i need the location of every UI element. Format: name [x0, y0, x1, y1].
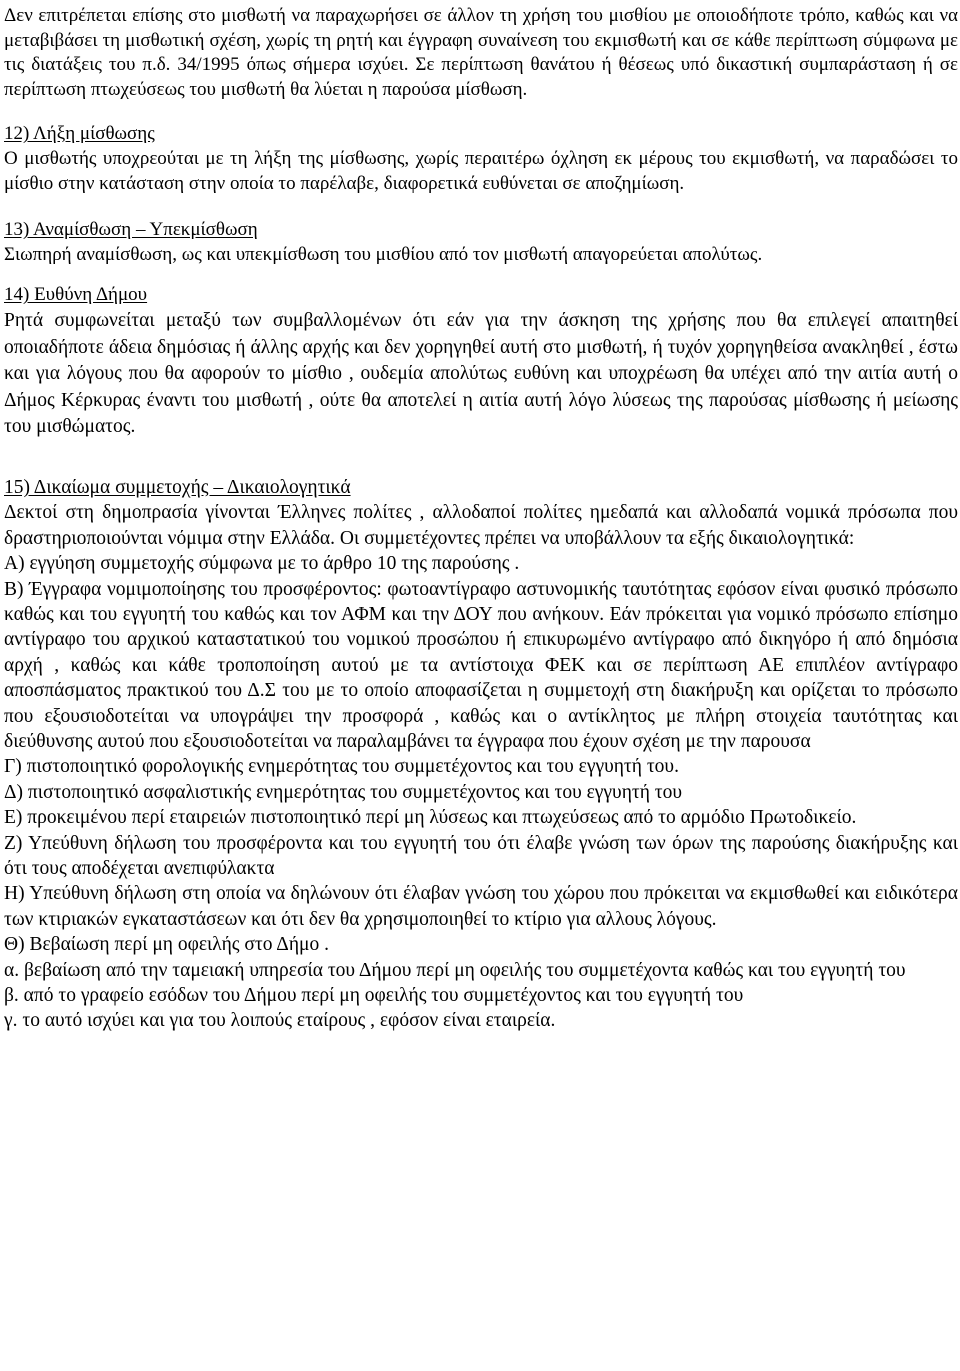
section-12-text: Ο μισθωτής υποχρεούται με τη λήξη της μίσθωσης, χωρίς περαιτέρω όχληση εκ μέρους του εκμισθωτή, να παραδώσει το μίσθιο στην κατάσταση στην οποία το παρέλαβε, διαφορετικά ευθύνεται σε αποζημίωση.	[4, 147, 958, 194]
section-15-item-th-b: β. από το γραφείο εσόδων του Δήμου περί μη οφειλής του συμμετέχοντος και του εγγυητή του	[4, 985, 744, 1007]
section-15-item-d: Δ) πιστοποιητικό ασφαλιστικής ενημερότητας του συμμετέχοντος και του εγγυητή του	[4, 781, 683, 803]
section-12-heading: 12) Λήξη μίσθωσης	[4, 123, 155, 145]
section-15-intro: Δεκτοί στη δημοπρασία γίνονται Έλληνες πολίτες , αλλοδαποί πολίτες ημεδαπά και αλλοδαπά νομικά πρόσωπα που δραστηριοποιούνται νόμιμα στην Ελλάδα. Οι συμμετέχοντες πρέπει να υποβάλλουν τα εξής δικαιολογητικά:	[4, 502, 958, 549]
section-13-text: Σιωπηρή αναμίσθωση, ως και υπεκμίσθωση του μισθίου από τον μισθωτή απαγορεύεται απολύτως.	[4, 243, 763, 265]
section-15-item-th-c: γ. το αυτό ισχύει και για του λοιπούς εταίρους , εφόσον είναι εταιρεία.	[4, 1010, 556, 1032]
section-15-item-z: Ζ) Υπεύθυνη δήλωση του προσφέροντα και του εγγυητή του ότι έλαβε γνώση των όρων της παρούσης διακήρυξης και ότι τους αποδέχεται ανεπιφύλακτα	[4, 832, 958, 879]
section-15-item-h: Η) Υπεύθυνη δήλωση στη οποία να δηλώνουν ότι έλαβαν γνώση του χώρου που πρόκειται να εκμισθωθεί και ειδικότερα των κτιριακών εγκαταστάσεων και ότι δεν θα χρησιμοποιηθεί το κτίριο για αλλους λόγους.	[4, 883, 958, 930]
section-14-text: Ρητά συμφωνείται μεταξύ των συμβαλλομένων ότι εάν για την άσκηση της χρήσης που θα επιλεγεί απαιτηθεί οποιαδήποτε άδεια δημόσιας ή άλλης αρχής και δεν χορηγηθεί αυτή στο μισθωτή, ή τυχόν χορηγηθείσα ανακληθεί , έστω και για λόγους που θα αφορούν το μίσθιο , ουδεμία απολύτως ευθύνη και υποχρέωση θα υπέχει από την αιτία αυτή ο Δήμος Κέρκυρας έναντι του μισθωτή , ούτε θα αποτελεί η αιτία αυτή λόγο λύσεως της παρούσας μίσθωσης ή μείωσης του μισθώματος.	[4, 309, 958, 438]
section-14-heading: 14) Ευθύνη Δήμου	[4, 284, 148, 306]
section-15-item-b: Β) Έγγραφα νομιμοποίησης του προσφέροντος: φωτοαντίγραφο αστυνομικής ταυτότητας εφόσον είναι φυσικό πρόσωπο καθώς και του εγγυητή του καθώς και τον ΑΦΜ και την ΔΟΥ που ανήκουν. Εάν πρόκειται για νομικό πρόσωπο επίσημο αντίγραφο του αρχικού καταστατικού του νομικού προσώπου ή επικυρωμένο αντίγραφο από δικηγόρο ή από δημόσια αρχή , καθώς και κάθε τροποποίηση αυτού με τα αντίστοιχα ΦΕΚ και σε περίπτωση ΑΕ επιπλέον αντίγραφο αποσπάσματος πρακτικού του Δ.Σ του με το οποίο αποφασίζεται η συμμετοχή στη διακήρυξη και ορίζεται το πρόσωπο που εξουσιοδοτείται να υπογράψει την προσφορά , καθώς και ο αντίκλητος με πλήρη στοιχεία ταυτότητας και διεύθυνσης αυτού που εξουσιοδοτείται να παραλαμβάνει τα έγγραφα που έχουν σχέση με την παρουσα	[4, 578, 958, 752]
document-page	[4, 4, 958, 1034]
section-15-item-e: Ε) προκειμένου περί εταιρειών πιστοποιητικό περί μη λύσεως και πτωχεύσεως από το αρμόδιο Πρωτοδικείο.	[4, 807, 857, 829]
section-15-heading: 15) Δικαίωμα συμμετοχής – Δικαιολογητικά	[4, 476, 351, 498]
section-15-item-c: Γ) πιστοποιητικό φορολογικής ενημερότητας του συμμετέχοντος και του εγγυητή του.	[4, 756, 679, 778]
section-15-item-th: Θ) Βεβαίωση περί μη οφειλής στο Δήμο .	[4, 934, 329, 956]
intro-paragraph: Δεν επιτρέπεται επίσης στο μισθωτή να παραχωρήσει σε άλλον τη χρήση του μισθίου με οποιοδήποτε τρόπο, καθώς και να μεταβιβάσει τη μισθωτική σχέση, χωρίς τη ρητή και έγγραφη συναίνεση του εκμισθωτή και σε κάθε περίπτωση σύμφωνα με τις διατάξεις του π.δ. 34/1995 όπως σήμερα ισχύει. Σε περίπτωση θανάτου ή θέσεως υπό δικαστική συμπαράσταση ή σε περίπτωση πτωχεύσεως του μισθωτή θα λύεται η παρούσα μίσθωση.	[4, 5, 958, 100]
section-13-heading: 13) Αναμίσθωση – Υπεκμίσθωση	[4, 219, 258, 241]
section-15-item-a: Α) εγγύηση συμμετοχής σύμφωνα με το άρθρο 10 της παρούσης .	[4, 553, 520, 575]
section-15-item-th-a: α. βεβαίωση από την ταμειακή υπηρεσία του Δήμου περί μη οφειλής του συμμετέχοντα καθώς και του εγγυητή του	[4, 959, 906, 981]
